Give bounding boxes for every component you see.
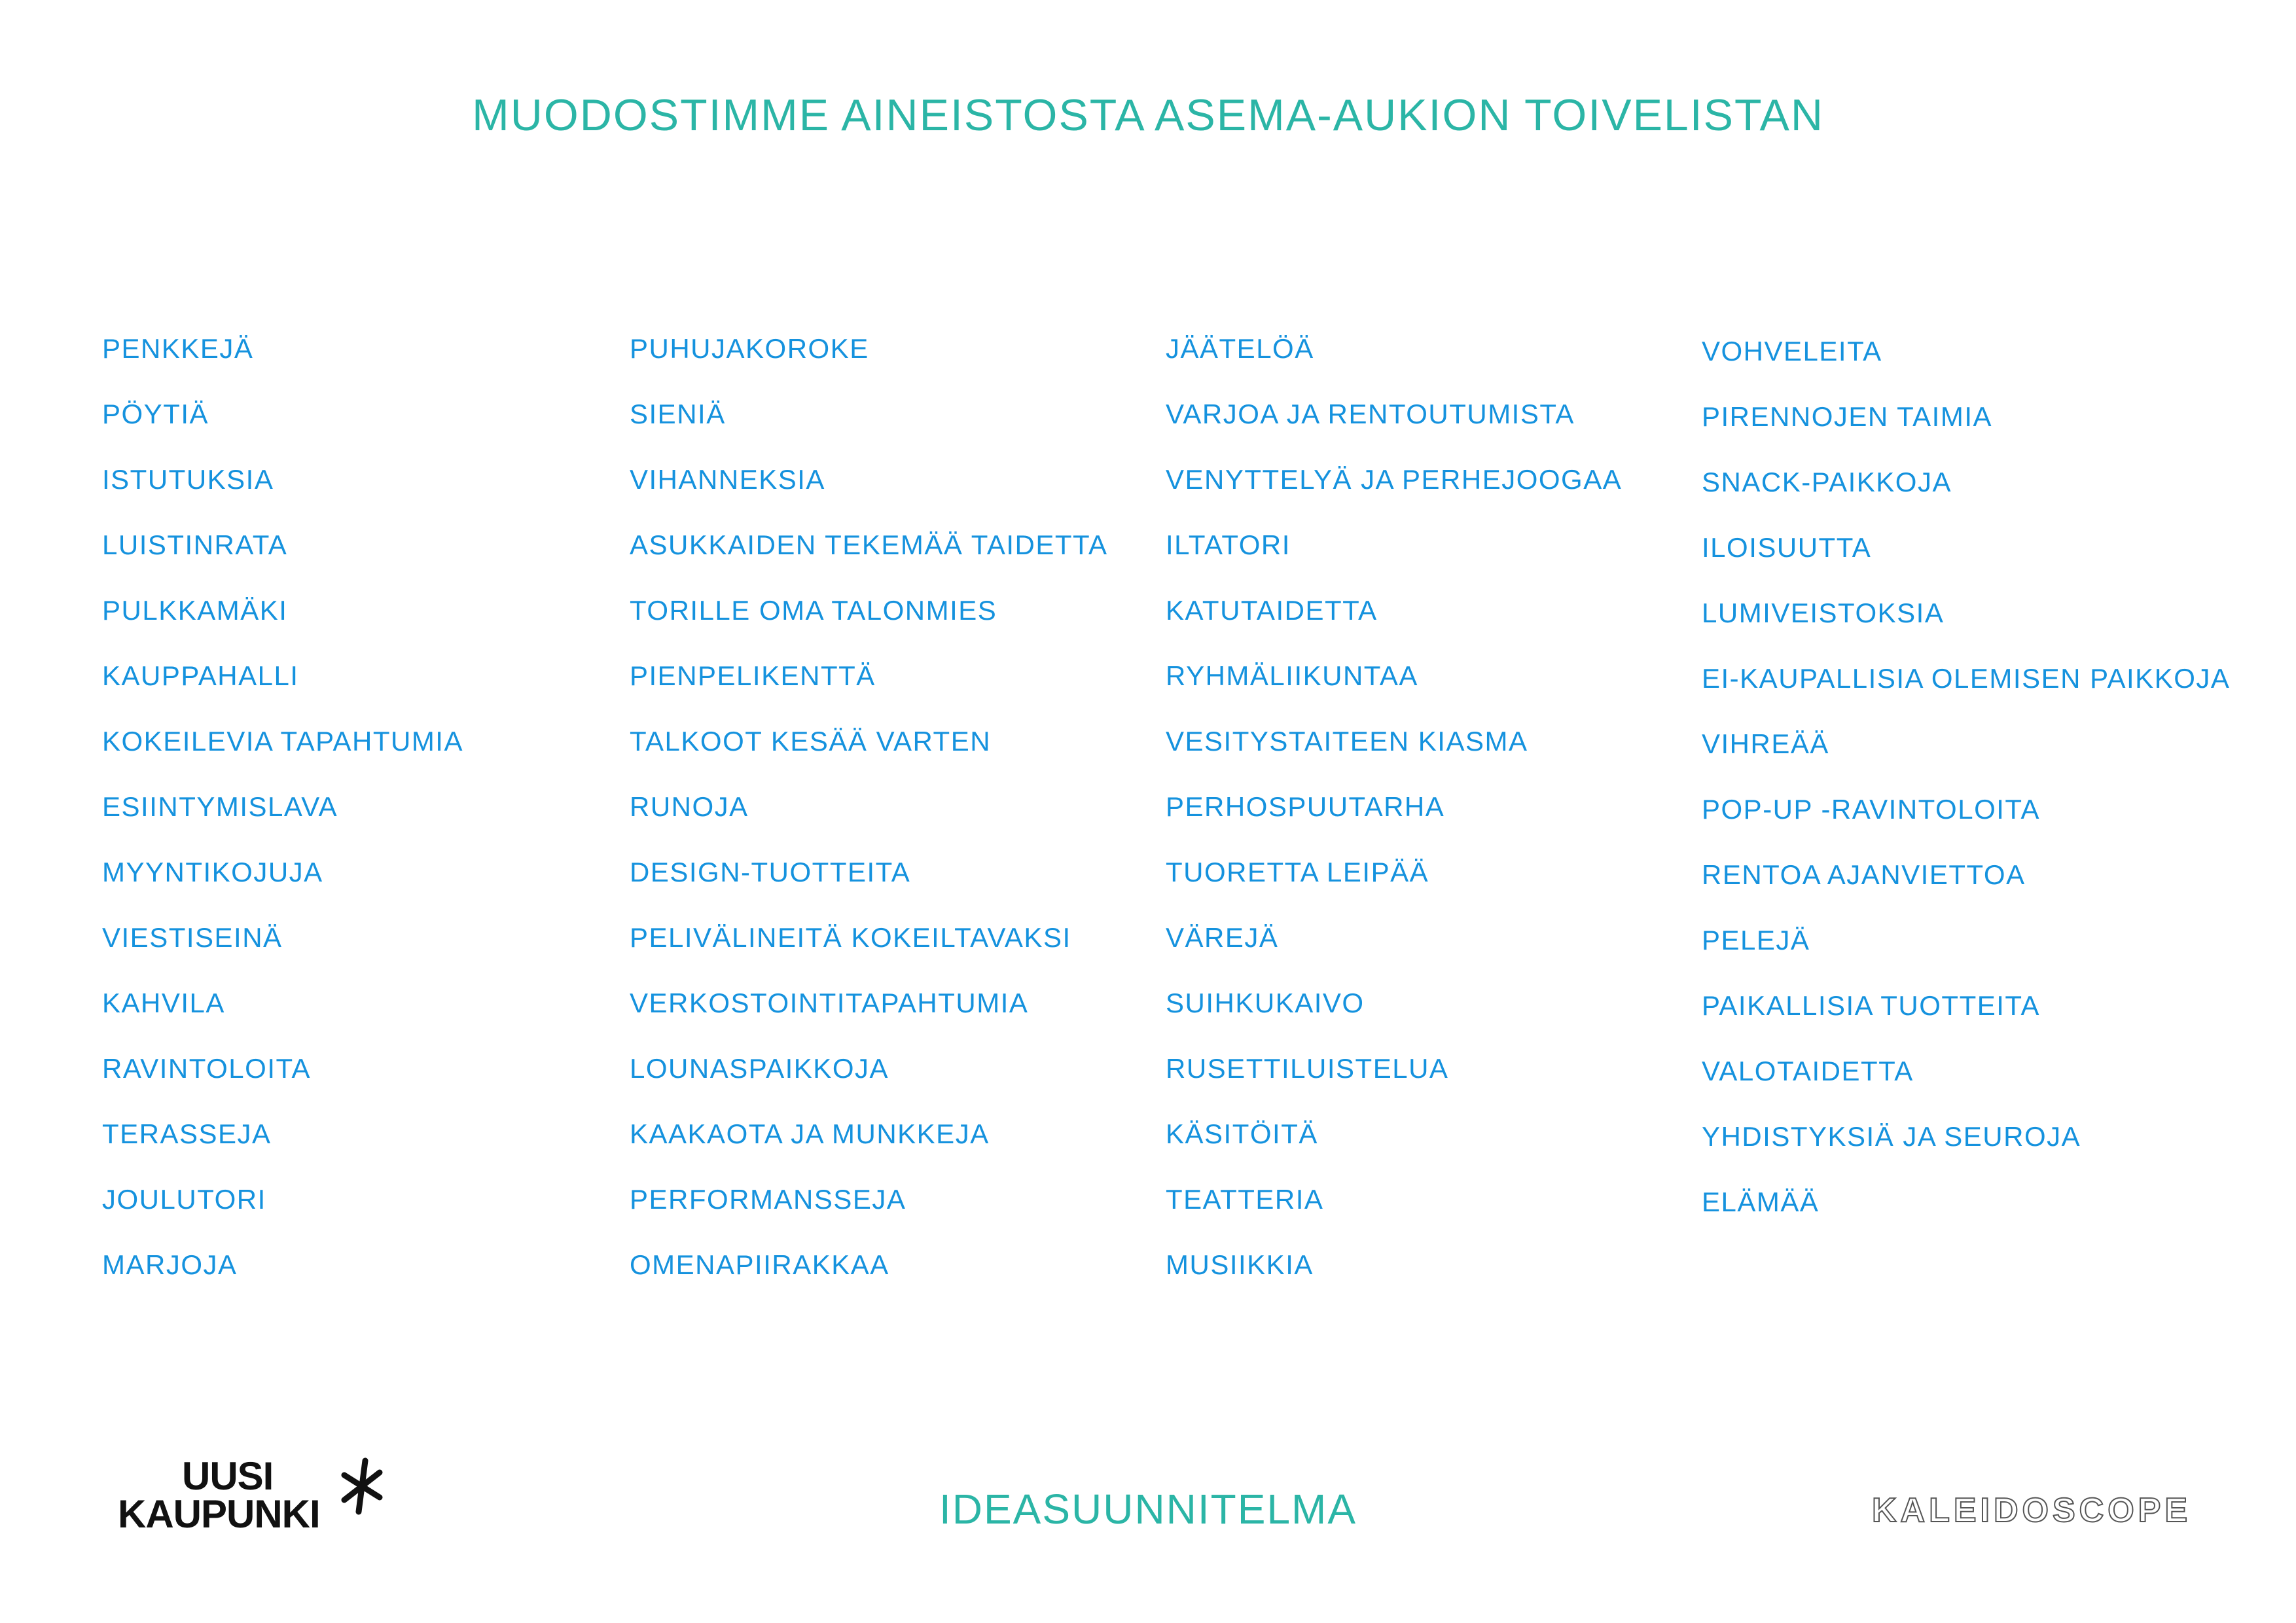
- wishlist-item: RUNOJA: [630, 791, 749, 822]
- wishlist-item: VALOTAIDETTA: [1702, 1056, 1914, 1086]
- wishlist-item: PUHUJAKOROKE: [630, 333, 869, 364]
- wishlist-item: LUISTINRATA: [102, 529, 288, 560]
- wishlist-item: ISTUTUKSIA: [102, 464, 274, 495]
- wishlist-item: VERKOSTOINTITAPAHTUMIA: [630, 988, 1029, 1018]
- wishlist-item: PAIKALLISIA TUOTTEITA: [1702, 990, 2040, 1021]
- wishlist-item: TORILLE OMA TALONMIES: [630, 595, 997, 626]
- wishlist-item: ILTATORI: [1166, 529, 1291, 560]
- wishlist-item: MUSIIKKIA: [1166, 1249, 1314, 1280]
- wishlist-item: DESIGN-TUOTTEITA: [630, 857, 911, 887]
- wishlist-item: ELÄMÄÄ: [1702, 1186, 1820, 1217]
- wishlist-item: YHDISTYKSIÄ JA SEUROJA: [1702, 1121, 2081, 1152]
- wishlist-item: ILOISUUTTA: [1702, 532, 1872, 563]
- wishlist-item: KÄSITÖITÄ: [1166, 1118, 1318, 1149]
- wishlist-item: POP-UP -RAVINTOLOITA: [1702, 794, 2040, 825]
- wishlist-item: EI-KAUPALLISIA OLEMISEN PAIKKOJA: [1702, 663, 2231, 694]
- wishlist-item: VOHVELEITA: [1702, 336, 1882, 366]
- page-title: MUODOSTIMME AINEISTOSTA ASEMA-AUKION TOIVELISTAN: [472, 90, 1824, 140]
- wishlist-item: RENTOA AJANVIETTOA: [1702, 859, 2026, 890]
- wishlist-item: KOKEILEVIA TAPAHTUMIA: [102, 726, 463, 757]
- wishlist-item: KAAKAOTA JA MUNKKEJA: [630, 1118, 990, 1149]
- wishlist-item: SUIHKUKAIVO: [1166, 988, 1365, 1018]
- wishlist-item: VIHANNEKSIA: [630, 464, 825, 495]
- wishlist-item: VESITYSTAITEEN KIASMA: [1166, 726, 1528, 757]
- wishlist-item: TEATTERIA: [1166, 1184, 1324, 1215]
- wishlist-item: LOUNASPAIKKOJA: [630, 1053, 889, 1084]
- wishlist-item: MYYNTIKOJUJA: [102, 857, 323, 887]
- logo-line-1: UUSI: [182, 1454, 274, 1498]
- wishlist-item: VIESTISEINÄ: [102, 922, 283, 953]
- wishlist-item: PÖYTIÄ: [102, 399, 209, 429]
- wishlist-item: ESIINTYMISLAVA: [102, 791, 338, 822]
- ideasuunnitelma-label: IDEASUUNNITELMA: [939, 1486, 1357, 1533]
- wishlist-item: JOULUTORI: [102, 1184, 266, 1215]
- wishlist-item: VIHREÄÄ: [1702, 728, 1829, 759]
- wishlist-item: PIENPELIKENTTÄ: [630, 660, 876, 691]
- wishlist-item: VÄREJÄ: [1166, 922, 1279, 953]
- wishlist-item: SNACK-PAIKKOJA: [1702, 467, 1952, 497]
- wishlist-item: PERFORMANSSEJA: [630, 1184, 906, 1215]
- wishlist-item: PELIVÄLINEITÄ KOKEILTAVAKSI: [630, 922, 1071, 953]
- wishlist-item: PIRENNOJEN TAIMIA: [1702, 401, 1993, 432]
- wishlist-item: KAHVILA: [102, 988, 225, 1018]
- wishlist-item: VARJOA JA RENTOUTUMISTA: [1166, 399, 1575, 429]
- wishlist-item: PENKKEJÄ: [102, 333, 254, 364]
- wishlist-item: RUSETTILUISTELUA: [1166, 1053, 1449, 1084]
- wishlist-item: PULKKAMÄKI: [102, 595, 288, 626]
- kaleidoscope-logo: KALEIDOSCOPE: [1872, 1491, 2192, 1529]
- wishlist-item: MARJOJA: [102, 1249, 238, 1280]
- wishlist-item: KAUPPAHALLI: [102, 660, 299, 691]
- wishlist-item: TERASSEJA: [102, 1118, 272, 1149]
- wishlist-item: JÄÄTELÖÄ: [1166, 333, 1314, 364]
- wishlist-item: OMENAPIIRAKKAA: [630, 1249, 889, 1280]
- wishlist-item: PELEJÄ: [1702, 925, 1810, 955]
- wishlist-item: KATUTAIDETTA: [1166, 595, 1378, 626]
- wishlist-item: VENYTTELYÄ JA PERHEJOOGAA: [1166, 464, 1623, 495]
- wishlist-item: TUORETTA LEIPÄÄ: [1166, 857, 1429, 887]
- wishlist-item: RAVINTOLOITA: [102, 1053, 312, 1084]
- wishlist-item: ASUKKAIDEN TEKEMÄÄ TAIDETTA: [630, 529, 1108, 560]
- wishlist-item: TALKOOT KESÄÄ VARTEN: [630, 726, 992, 757]
- wishlist-item: PERHOSPUUTARHA: [1166, 791, 1445, 822]
- logo-line-2: KAUPUNKI: [118, 1492, 320, 1536]
- wishlist-item: LUMIVEISTOKSIA: [1702, 597, 1945, 628]
- wishlist-item: RYHMÄLIIKUNTAA: [1166, 660, 1418, 691]
- wishlist-item: SIENIÄ: [630, 399, 726, 429]
